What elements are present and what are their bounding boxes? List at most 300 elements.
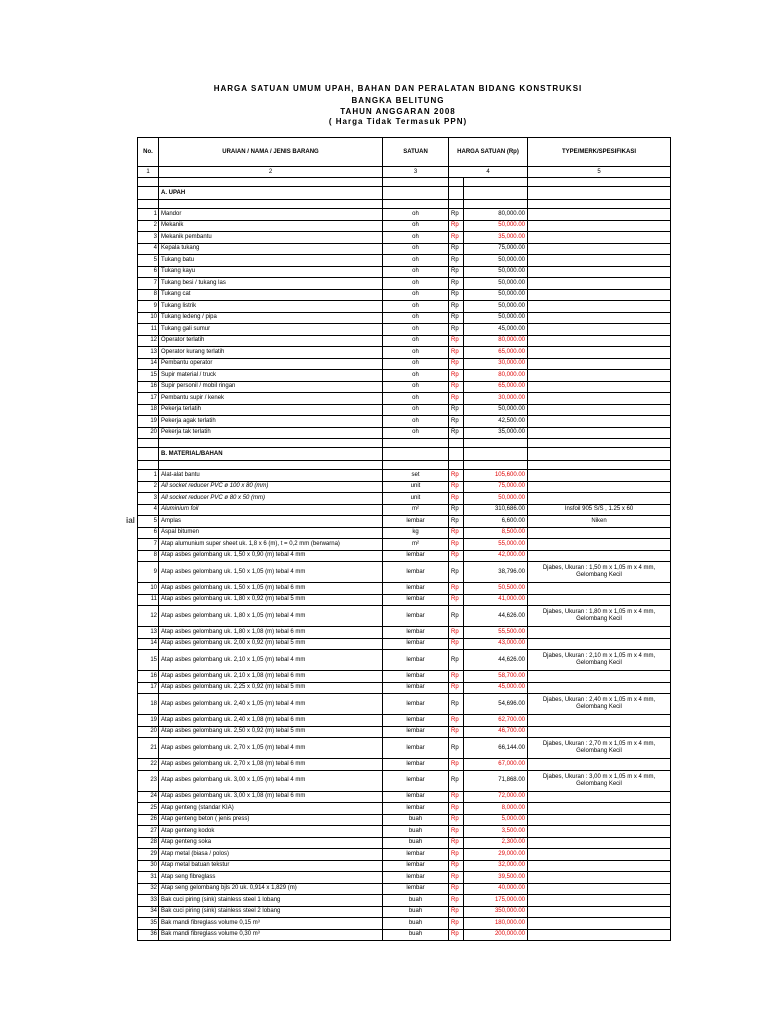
item-description: All socket reducer PVC ø 80 x 50 (mm): [159, 493, 383, 505]
item-description: Bak mandi fibreglass volume 0,30 m³: [159, 929, 383, 941]
item-spec: [528, 759, 671, 771]
empty-cell: [138, 448, 159, 461]
table-row: [138, 324, 671, 336]
empty-cell: [464, 461, 528, 470]
item-price: 41,000.00: [464, 594, 528, 606]
row-number: 31: [138, 872, 159, 884]
currency-label: Rp: [449, 738, 464, 759]
item-spec: [528, 550, 671, 562]
table-row: [138, 504, 671, 516]
item-description: Atap asbes gelombang uk. 2,00 x 0,92 (m) tebal 5 mm: [159, 638, 383, 650]
item-price: 80,000.00: [464, 209, 528, 221]
table-row: [138, 562, 671, 583]
item-price: 45,000.00: [464, 324, 528, 336]
item-description: Atap asbes gelombang uk. 1,80 x 1,05 (m) tebal 4 mm: [159, 606, 383, 627]
item-price: 75,000.00: [464, 481, 528, 493]
item-description: Tukang ledeng / pipa: [159, 312, 383, 324]
item-spec: [528, 594, 671, 606]
item-price: 55,000.00: [464, 539, 528, 551]
item-description: Atap metal batuan tekstur: [159, 860, 383, 872]
item-description: Tukang gali sumur: [159, 324, 383, 336]
item-description: Pekerja agak terlatih: [159, 416, 383, 428]
item-price: 72,000.00: [464, 791, 528, 803]
item-description: Tukang cat: [159, 289, 383, 301]
currency-label: Rp: [449, 278, 464, 290]
empty-cell: [138, 187, 159, 200]
item-spec: [528, 393, 671, 405]
item-unit: buah: [383, 929, 449, 941]
item-unit: oh: [383, 358, 449, 370]
table-row: [138, 837, 671, 849]
table-row: [138, 682, 671, 694]
item-spec: [528, 493, 671, 505]
item-description: Pekerja tak terlatih: [159, 427, 383, 439]
item-spec: [528, 470, 671, 482]
item-unit: lembar: [383, 849, 449, 861]
empty-cell: [383, 439, 449, 448]
col-header-no: No.: [138, 138, 159, 167]
empty-cell: [464, 448, 528, 461]
row-number: 16: [138, 671, 159, 683]
row-number: 15: [138, 370, 159, 382]
empty-cell: [449, 178, 464, 187]
row-number: 20: [138, 726, 159, 738]
item-unit: lembar: [383, 803, 449, 815]
item-unit: lembar: [383, 550, 449, 562]
item-price: 50,000.00: [464, 312, 528, 324]
item-description: Operator terlatih: [159, 335, 383, 347]
item-spec: [528, 255, 671, 267]
item-price: 50,000.00: [464, 266, 528, 278]
item-price: 2,300.00: [464, 837, 528, 849]
table-row: [138, 929, 671, 941]
empty-cell: [528, 187, 671, 200]
item-description: Atap asbes gelombang uk. 2,10 x 1,05 (m) tebal 4 mm: [159, 650, 383, 671]
row-number: 12: [138, 606, 159, 627]
item-price: 46,700.00: [464, 726, 528, 738]
currency-label: Rp: [449, 759, 464, 771]
item-price: 8,500.00: [464, 527, 528, 539]
empty-cell: [383, 178, 449, 187]
table-row: [138, 539, 671, 551]
currency-label: Rp: [449, 583, 464, 595]
item-unit: lembar: [383, 671, 449, 683]
spacer-row: [138, 439, 671, 448]
col-number: 2: [159, 167, 383, 178]
item-description: Atap asbes gelombang uk. 2,40 x 1,05 (m) tebal 4 mm: [159, 694, 383, 715]
empty-cell: [383, 461, 449, 470]
table-row: [138, 393, 671, 405]
item-unit: m²: [383, 504, 449, 516]
row-number: 23: [138, 770, 159, 791]
item-price: 40,000.00: [464, 883, 528, 895]
row-number: 13: [138, 627, 159, 639]
empty-cell: [464, 200, 528, 209]
currency-label: Rp: [449, 906, 464, 918]
item-unit: lembar: [383, 594, 449, 606]
item-unit: lembar: [383, 638, 449, 650]
item-unit: buah: [383, 906, 449, 918]
item-description: Bak cuci piring (sink) stainless steel 1 lobang: [159, 895, 383, 907]
table-row: [138, 715, 671, 727]
item-description: Operator kurang terlatih: [159, 347, 383, 359]
item-description: Bak cuci piring (sink) stainless steel 2 lobang: [159, 906, 383, 918]
currency-label: Rp: [449, 929, 464, 941]
item-spec: Insfoil 905 S/S , 1.25 x 60: [528, 504, 671, 516]
row-number: 16: [138, 381, 159, 393]
row-number: 14: [138, 358, 159, 370]
item-unit: lembar: [383, 583, 449, 595]
table-row: [138, 289, 671, 301]
empty-cell: [449, 187, 464, 200]
row-number: 22: [138, 759, 159, 771]
col-number: 5: [528, 167, 671, 178]
empty-cell: [528, 448, 671, 461]
item-spec: [528, 860, 671, 872]
item-spec: [528, 929, 671, 941]
item-unit: oh: [383, 289, 449, 301]
item-description: All socket reducer PVC ø 100 x 80 (mm): [159, 481, 383, 493]
item-unit: oh: [383, 301, 449, 313]
row-number: 10: [138, 312, 159, 324]
region-title: BANGKA BELITUNG: [351, 96, 445, 105]
item-unit: oh: [383, 255, 449, 267]
item-description: Tukang listrik: [159, 301, 383, 313]
item-price: 50,000.00: [464, 493, 528, 505]
section-label: A. UPAH: [159, 187, 383, 200]
table-row: [138, 583, 671, 595]
item-description: Atap asbes gelombang uk. 1,50 x 1,05 (m) tebal 4 mm: [159, 562, 383, 583]
item-description: Atap seng gelombang bjls 20 uk. 0,914 x 1,829 (m): [159, 883, 383, 895]
row-number: 32: [138, 883, 159, 895]
currency-label: Rp: [449, 726, 464, 738]
item-unit: lembar: [383, 627, 449, 639]
page-title: HARGA SATUAN UMUM UPAH, BAHAN DAN PERALATAN BIDANG KONSTRUKSI: [213, 84, 583, 93]
item-price: 310,686.00: [464, 504, 528, 516]
col-header-price: HARGA SATUAN (Rp): [449, 138, 528, 167]
item-price: 71,868.00: [464, 770, 528, 791]
row-number: 30: [138, 860, 159, 872]
item-unit: oh: [383, 427, 449, 439]
empty-cell: [449, 200, 464, 209]
item-spec: [528, 883, 671, 895]
item-unit: lembar: [383, 562, 449, 583]
item-spec: [528, 539, 671, 551]
empty-cell: [464, 439, 528, 448]
table-row: [138, 470, 671, 482]
item-spec: [528, 278, 671, 290]
item-unit: oh: [383, 324, 449, 336]
item-description: Atap asbes gelombang uk. 3,00 x 1,05 (m) tebal 4 mm: [159, 770, 383, 791]
empty-cell: [528, 178, 671, 187]
item-unit: oh: [383, 416, 449, 428]
empty-cell: [528, 461, 671, 470]
item-spec: [528, 220, 671, 232]
item-description: Tukang kayu: [159, 266, 383, 278]
table-row: [138, 416, 671, 428]
item-unit: lembar: [383, 883, 449, 895]
col-header-unit: SATUAN: [383, 138, 449, 167]
currency-label: Rp: [449, 312, 464, 324]
empty-cell: [383, 187, 449, 200]
item-spec: [528, 243, 671, 255]
item-price: 45,000.00: [464, 682, 528, 694]
table-row: [138, 527, 671, 539]
item-unit: lembar: [383, 770, 449, 791]
row-number: 4: [138, 243, 159, 255]
currency-label: Rp: [449, 481, 464, 493]
row-number: 17: [138, 682, 159, 694]
row-number: 2: [138, 220, 159, 232]
row-number: 14: [138, 638, 159, 650]
item-price: 50,000.00: [464, 278, 528, 290]
item-spec: [528, 301, 671, 313]
table-row: [138, 860, 671, 872]
table-row: [138, 671, 671, 683]
item-unit: oh: [383, 278, 449, 290]
item-unit: buah: [383, 918, 449, 930]
currency-label: Rp: [449, 504, 464, 516]
item-spec: [528, 791, 671, 803]
table-row: [138, 726, 671, 738]
item-description: Atap genteng (standar KIA): [159, 803, 383, 815]
item-spec: [528, 906, 671, 918]
item-spec: [528, 266, 671, 278]
row-number: 26: [138, 814, 159, 826]
row-number: 1: [138, 209, 159, 221]
item-description: Bak mandi fibreglass volume 0,15 m³: [159, 918, 383, 930]
item-spec: [528, 232, 671, 244]
row-number: 4: [138, 504, 159, 516]
table-row: [138, 370, 671, 382]
col-number: 1: [138, 167, 159, 178]
item-unit: buah: [383, 895, 449, 907]
table-row: [138, 220, 671, 232]
item-price: 50,500.00: [464, 583, 528, 595]
empty-cell: [528, 439, 671, 448]
item-price: 67,000.00: [464, 759, 528, 771]
item-price: 54,696.00: [464, 694, 528, 715]
item-spec: [528, 209, 671, 221]
item-unit: oh: [383, 335, 449, 347]
empty-cell: [159, 439, 383, 448]
table-row: [138, 814, 671, 826]
row-number: 18: [138, 404, 159, 416]
item-unit: oh: [383, 347, 449, 359]
currency-label: Rp: [449, 404, 464, 416]
currency-label: Rp: [449, 895, 464, 907]
row-number: 25: [138, 803, 159, 815]
item-description: Atap asbes gelombang uk. 1,80 x 1,08 (m) tebal 6 mm: [159, 627, 383, 639]
item-description: Atap asbes gelombang uk. 2,70 x 1,05 (m) tebal 4 mm: [159, 738, 383, 759]
currency-label: Rp: [449, 650, 464, 671]
currency-label: Rp: [449, 416, 464, 428]
item-unit: lembar: [383, 872, 449, 884]
item-unit: lembar: [383, 516, 449, 528]
item-spec: Djabes, Ukuran : 3,00 m x 1,05 m x 4 mm, Gelombang Kecil: [528, 770, 671, 791]
table-row: [138, 803, 671, 815]
table-row: [138, 895, 671, 907]
table-row: [138, 883, 671, 895]
item-unit: buah: [383, 826, 449, 838]
row-number: 21: [138, 738, 159, 759]
currency-label: Rp: [449, 220, 464, 232]
item-description: Atap asbes gelombang uk. 1,50 x 1,05 (m) tebal 6 mm: [159, 583, 383, 595]
row-number: 2: [138, 481, 159, 493]
item-spec: [528, 872, 671, 884]
empty-cell: [449, 448, 464, 461]
row-number: 1: [138, 470, 159, 482]
currency-label: Rp: [449, 826, 464, 838]
table-row: [138, 694, 671, 715]
table-row: [138, 606, 671, 627]
column-number-row: [138, 167, 671, 178]
item-price: 65,000.00: [464, 381, 528, 393]
spacer-row: [138, 461, 671, 470]
item-price: 35,000.00: [464, 232, 528, 244]
currency-label: Rp: [449, 671, 464, 683]
row-number: 6: [138, 527, 159, 539]
item-description: Kepala tukang: [159, 243, 383, 255]
section-label: B. MATERIAL/BAHAN: [159, 448, 383, 461]
item-unit: lembar: [383, 682, 449, 694]
item-description: Mekanik: [159, 220, 383, 232]
item-price: 35,000.00: [464, 427, 528, 439]
item-description: Atap genteng kodok: [159, 826, 383, 838]
section-row: [138, 448, 671, 461]
item-unit: set: [383, 470, 449, 482]
item-unit: oh: [383, 243, 449, 255]
item-price: 50,000.00: [464, 301, 528, 313]
table-header-row: [138, 138, 671, 167]
row-number: 15: [138, 650, 159, 671]
item-spec: [528, 849, 671, 861]
table-row: [138, 493, 671, 505]
item-spec: [528, 335, 671, 347]
item-description: Pembantu operator: [159, 358, 383, 370]
item-description: Atap asbes gelombang uk. 1,80 x 0,92 (m) tebal 5 mm: [159, 594, 383, 606]
price-table: [137, 137, 671, 941]
item-description: Tukang besi / tukang las: [159, 278, 383, 290]
currency-label: Rp: [449, 324, 464, 336]
currency-label: Rp: [449, 301, 464, 313]
item-spec: Djabes, Ukuran : 2,70 m x 1,05 m x 4 mm, Gelombang Kecil: [528, 738, 671, 759]
currency-label: Rp: [449, 849, 464, 861]
item-spec: [528, 527, 671, 539]
empty-cell: [383, 200, 449, 209]
item-description: Atap asbes gelombang uk. 2,25 x 0,92 (m) tebal 5 mm: [159, 682, 383, 694]
item-unit: m²: [383, 539, 449, 551]
item-description: Atap seng fibreglass: [159, 872, 383, 884]
currency-label: Rp: [449, 493, 464, 505]
item-spec: [528, 814, 671, 826]
table-row: [138, 759, 671, 771]
table-row: [138, 232, 671, 244]
currency-label: Rp: [449, 682, 464, 694]
table-row: [138, 278, 671, 290]
item-unit: unit: [383, 493, 449, 505]
item-price: 80,000.00: [464, 370, 528, 382]
item-spec: Djabes, Ukuran : 1,80 m x 1,05 m x 4 mm, Gelombang Kecil: [528, 606, 671, 627]
item-unit: oh: [383, 220, 449, 232]
item-unit: oh: [383, 381, 449, 393]
table-row: [138, 358, 671, 370]
item-price: 30,000.00: [464, 358, 528, 370]
currency-label: Rp: [449, 918, 464, 930]
currency-label: Rp: [449, 470, 464, 482]
item-spec: Niken: [528, 516, 671, 528]
table-row: [138, 638, 671, 650]
item-price: 42,500.00: [464, 416, 528, 428]
item-price: 350,000.00: [464, 906, 528, 918]
item-spec: Djabes, Ukuran : 1,50 m x 1,05 m x 4 mm, Gelombang Kecil: [528, 562, 671, 583]
row-number: 17: [138, 393, 159, 405]
item-unit: oh: [383, 232, 449, 244]
item-spec: [528, 347, 671, 359]
currency-label: Rp: [449, 335, 464, 347]
currency-label: Rp: [449, 516, 464, 528]
row-number: 6: [138, 266, 159, 278]
currency-label: Rp: [449, 255, 464, 267]
table-row: [138, 849, 671, 861]
currency-label: Rp: [449, 594, 464, 606]
item-unit: lembar: [383, 759, 449, 771]
item-unit: oh: [383, 370, 449, 382]
row-number: 28: [138, 837, 159, 849]
item-price: 175,000.00: [464, 895, 528, 907]
item-unit: oh: [383, 393, 449, 405]
row-number: 5: [138, 255, 159, 267]
empty-cell: [383, 448, 449, 461]
table-row: [138, 627, 671, 639]
item-price: 44,626.00: [464, 650, 528, 671]
row-number: 27: [138, 826, 159, 838]
item-price: 32,000.00: [464, 860, 528, 872]
table-row: [138, 791, 671, 803]
item-spec: [528, 726, 671, 738]
table-row: [138, 516, 671, 528]
item-price: 66,144.00: [464, 738, 528, 759]
item-spec: Djabes, Ukuran : 2,40 m x 1,05 m x 4 mm, Gelombang Kecil: [528, 694, 671, 715]
item-spec: [528, 289, 671, 301]
row-number: 24: [138, 791, 159, 803]
table-row: [138, 918, 671, 930]
table-row: [138, 826, 671, 838]
margin-text: ial: [126, 516, 135, 525]
empty-cell: [138, 178, 159, 187]
item-price: 44,626.00: [464, 606, 528, 627]
item-description: Aspal bitumen: [159, 527, 383, 539]
item-price: 65,000.00: [464, 347, 528, 359]
item-price: 200,000.00: [464, 929, 528, 941]
table-row: [138, 255, 671, 267]
item-price: 80,000.00: [464, 335, 528, 347]
item-price: 38,796.00: [464, 562, 528, 583]
currency-label: Rp: [449, 232, 464, 244]
row-number: 13: [138, 347, 159, 359]
item-description: Amplas: [159, 516, 383, 528]
table-row: [138, 594, 671, 606]
row-number: 36: [138, 929, 159, 941]
currency-label: Rp: [449, 694, 464, 715]
item-unit: lembar: [383, 738, 449, 759]
item-description: Tukang batu: [159, 255, 383, 267]
table-row: [138, 738, 671, 759]
item-spec: Djabes, Ukuran : 2,10 m x 1,05 m x 4 mm, Gelombang Kecil: [528, 650, 671, 671]
item-unit: lembar: [383, 650, 449, 671]
item-spec: [528, 895, 671, 907]
item-unit: lembar: [383, 726, 449, 738]
